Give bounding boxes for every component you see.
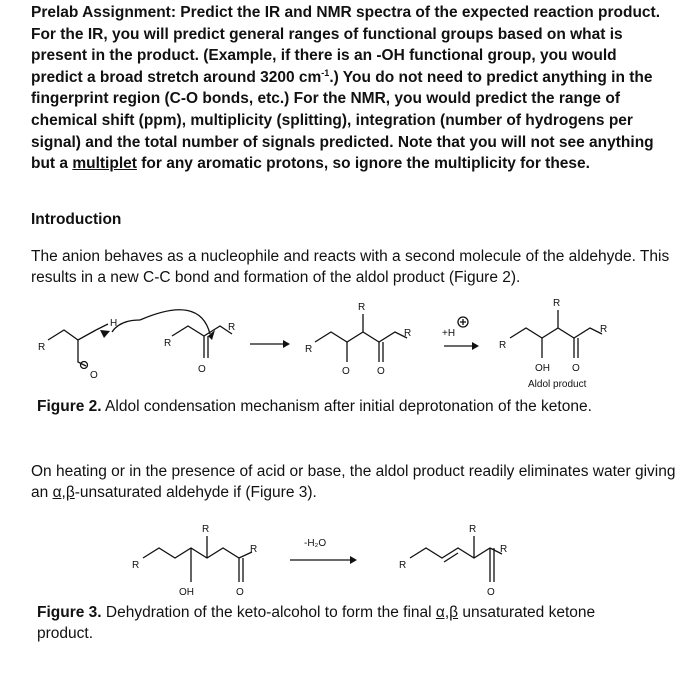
enolate-skeleton	[48, 330, 96, 340]
intermediate-r-top-label: R	[358, 302, 366, 313]
enolate-r-label: R	[38, 342, 46, 353]
keto-alcohol-r-top-label: R	[202, 524, 210, 535]
figure-2-caption-text: Aldol condensation mechanism after initial deprotonation of the ketone.	[101, 398, 592, 415]
enone-double-bond	[444, 553, 458, 562]
keto-alcohol-r-right-label: R	[250, 544, 258, 555]
alpha-beta-term: α,β	[52, 483, 75, 501]
prelab-instructions	[31, 2, 671, 175]
plus-h-label: +H	[442, 328, 456, 339]
curved-arrow	[140, 310, 210, 334]
keto-alcohol-skeleton	[143, 548, 252, 558]
introduction-paragraph: The anion behaves as a nucleophile and reacts with a second molecule of the aldehyde. This results in a new C-C bond and formation of the aldol product (Figure 2).	[31, 248, 670, 286]
dehydration-paragraph	[31, 462, 676, 503]
figure-3-scheme	[0, 508, 700, 603]
enolate-h-bond	[96, 324, 108, 330]
intermediate-r-left-label: R	[305, 344, 313, 355]
product-r-top-label: R	[553, 298, 561, 309]
prelab-lead: Prelab Assignment: Predict the IR and NMR spectra of the expected reaction product. For the IR, you will predict general ranges of functional groups based on what is present in the product. (Example, if there is an -OH functional group, you would predict a broad stretch around 3200 cm	[31, 4, 661, 86]
aldehyde-skeleton	[172, 326, 232, 336]
intermediate-o-right-label: O	[377, 366, 385, 377]
enone-r-left-label: R	[399, 560, 407, 571]
intermediate-carbonyl	[379, 342, 383, 362]
product-skeleton	[510, 328, 602, 338]
product-oh-label: OH	[535, 363, 550, 374]
figure-3-alpha-beta: α,β	[435, 604, 459, 621]
enone-skeleton	[410, 548, 502, 558]
product-o-label: O	[572, 363, 580, 374]
intermediate-r-right-label: R	[404, 328, 412, 339]
aldehyde-r-left-label: R	[164, 338, 172, 349]
multiplet-word: multiplet	[72, 155, 137, 173]
intermediate-skeleton	[315, 332, 407, 342]
product-r-right-label: R	[600, 324, 608, 335]
enone-r-top-label: R	[469, 524, 477, 535]
product-r-left-label: R	[499, 340, 507, 351]
dehydration-arrow-head	[350, 556, 357, 564]
aldehyde-r-right-label: R	[228, 322, 236, 333]
figure-3-caption-after: unsaturated ketone product.	[37, 604, 596, 642]
wavenumber-superscript: -1	[321, 67, 330, 78]
arrow-2-head	[472, 342, 479, 350]
enolate-arrow-tip	[100, 330, 110, 338]
dehydration-text-after: -unsaturated aldehyde if (Figure 3).	[74, 483, 317, 501]
keto-alcohol-oh-label: OH	[179, 587, 194, 598]
aldehyde-carbonyl	[204, 336, 208, 358]
figure-3-caption	[37, 603, 637, 644]
aldol-product-label: Aldol product	[528, 379, 587, 390]
aldehyde-o-label: O	[198, 364, 206, 375]
enone-r-right-label: R	[500, 544, 508, 555]
figure-2-scheme	[0, 292, 700, 392]
figure-2-caption	[37, 397, 637, 418]
figure-3-label: Figure 3.	[37, 604, 102, 621]
intermediate-o-left-label: O	[342, 366, 350, 377]
prelab-tail: for any aromatic protons, so ignore the multiplicity for these.	[136, 155, 590, 173]
enolate-o-label: O	[90, 370, 98, 381]
introduction-heading: Introduction	[31, 211, 122, 228]
arrow-1-head	[283, 340, 290, 348]
keto-alcohol-r-left-label: R	[132, 560, 140, 571]
keto-alcohol-o-label: O	[236, 587, 244, 598]
dehydration-text-before: On heating or in the presence of acid or base, the aldol product readily eliminates water giving an	[31, 463, 676, 501]
enone-o-label: O	[487, 587, 495, 598]
figure-2-label: Figure 2.	[37, 398, 102, 415]
keto-alcohol-carbonyl	[239, 558, 243, 582]
figure-3-caption-before: Dehydration of the keto-alcohol to form the final	[101, 604, 436, 621]
positive-charge-plus	[460, 319, 466, 325]
product-carbonyl	[574, 338, 578, 358]
enolate-h-label: H	[110, 318, 118, 329]
minus-water-label: -H₂O	[304, 538, 327, 549]
enone-carbonyl	[490, 548, 494, 582]
prelab-mid: .) You do not need to predict anything in the fingerprint region (C-O bonds, etc.) For the NMR, you would predict the range of chemical shift (ppm), multiplicity (splitting), integration (number of hydrogens per signal) and the total number of signals predicted. Note that you will not see anything but a	[31, 68, 654, 173]
